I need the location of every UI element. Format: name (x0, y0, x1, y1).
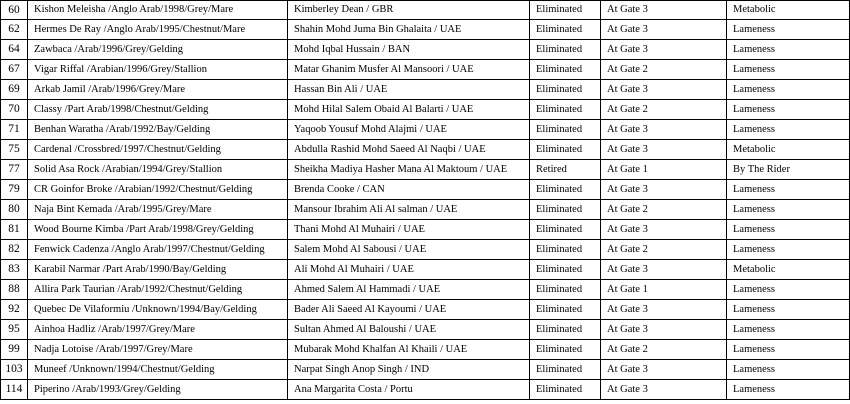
reason-cell: Lameness (727, 320, 850, 340)
entry-number-cell: 80 (1, 200, 28, 220)
results-table-body (1, 1, 850, 400)
horse-cell: Piperino /Arab/1993/Grey/Gelding (28, 380, 288, 400)
gate-cell: At Gate 3 (601, 80, 727, 100)
rider-cell: Sheikha Madiya Hasher Mana Al Maktoum / UAE (288, 160, 530, 180)
gate-cell: At Gate 3 (601, 120, 727, 140)
status-cell: Eliminated (530, 360, 601, 380)
status-cell: Eliminated (530, 260, 601, 280)
reason-cell: Lameness (727, 20, 850, 40)
status-cell: Eliminated (530, 100, 601, 120)
horse-cell: Allira Park Taurian /Arab/1992/Chestnut/Gelding (28, 280, 288, 300)
gate-cell: At Gate 2 (601, 60, 727, 80)
entry-number-cell: 69 (1, 80, 28, 100)
entry-number-cell: 99 (1, 340, 28, 360)
table-row (1, 220, 850, 240)
rider-cell: Mansour Ibrahim Ali Al salman / UAE (288, 200, 530, 220)
status-cell: Eliminated (530, 300, 601, 320)
gate-cell: At Gate 3 (601, 320, 727, 340)
gate-cell: At Gate 3 (601, 1, 727, 20)
horse-cell: Karabil Narmar /Part Arab/1990/Bay/Gelding (28, 260, 288, 280)
gate-cell: At Gate 2 (601, 240, 727, 260)
horse-cell: Solid Asa Rock /Arabian/1994/Grey/Stallion (28, 160, 288, 180)
rider-cell: Bader Ali Saeed Al Kayoumi / UAE (288, 300, 530, 320)
entry-number-cell: 103 (1, 360, 28, 380)
table-row (1, 280, 850, 300)
horse-cell: Classy /Part Arab/1998/Chestnut/Gelding (28, 100, 288, 120)
entry-number-cell: 64 (1, 40, 28, 60)
gate-cell: At Gate 2 (601, 340, 727, 360)
status-cell: Eliminated (530, 340, 601, 360)
entry-number-cell: 92 (1, 300, 28, 320)
rider-cell: Hassan Bin Ali / UAE (288, 80, 530, 100)
horse-cell: Kishon Meleisha /Anglo Arab/1998/Grey/Mare (28, 1, 288, 20)
rider-cell: Ana Margarita Costa / Portu (288, 380, 530, 400)
reason-cell: Lameness (727, 200, 850, 220)
table-row (1, 380, 850, 400)
rider-cell: Thani Mohd Al Muhairi / UAE (288, 220, 530, 240)
rider-cell: Ali Mohd Al Muhairi / UAE (288, 260, 530, 280)
rider-cell: Brenda Cooke / CAN (288, 180, 530, 200)
status-cell: Eliminated (530, 380, 601, 400)
status-cell: Eliminated (530, 40, 601, 60)
gate-cell: At Gate 3 (601, 140, 727, 160)
horse-cell: Naja Bint Kemada /Arab/1995/Grey/Mare (28, 200, 288, 220)
rider-cell: Matar Ghanim Musfer Al Mansoori / UAE (288, 60, 530, 80)
gate-cell: At Gate 2 (601, 100, 727, 120)
table-row (1, 180, 850, 200)
gate-cell: At Gate 3 (601, 260, 727, 280)
rider-cell: Sultan Ahmed Al Baloushi / UAE (288, 320, 530, 340)
table-row (1, 120, 850, 140)
gate-cell: At Gate 3 (601, 360, 727, 380)
status-cell: Eliminated (530, 140, 601, 160)
status-cell: Eliminated (530, 120, 601, 140)
table-row (1, 300, 850, 320)
gate-cell: At Gate 3 (601, 300, 727, 320)
table-row (1, 160, 850, 180)
gate-cell: At Gate 2 (601, 200, 727, 220)
reason-cell: Lameness (727, 340, 850, 360)
reason-cell: Lameness (727, 280, 850, 300)
entry-number-cell: 79 (1, 180, 28, 200)
horse-cell: Ainhoa Hadliz /Arab/1997/Grey/Mare (28, 320, 288, 340)
rider-cell: Abdulla Rashid Mohd Saeed Al Naqbi / UAE (288, 140, 530, 160)
gate-cell: At Gate 3 (601, 180, 727, 200)
reason-cell: Lameness (727, 180, 850, 200)
entry-number-cell: 83 (1, 260, 28, 280)
entry-number-cell: 60 (1, 1, 28, 20)
status-cell: Eliminated (530, 60, 601, 80)
rider-cell: Narpat Singh Anop Singh / IND (288, 360, 530, 380)
table-row (1, 140, 850, 160)
horse-cell: Zawbaca /Arab/1996/Grey/Gelding (28, 40, 288, 60)
reason-cell: Metabolic (727, 140, 850, 160)
horse-cell: Hermes De Ray /Anglo Arab/1995/Chestnut/Mare (28, 20, 288, 40)
reason-cell: Lameness (727, 80, 850, 100)
table-row (1, 200, 850, 220)
table-row (1, 360, 850, 380)
reason-cell: Lameness (727, 220, 850, 240)
rider-cell: Shahin Mohd Juma Bin Ghalaita / UAE (288, 20, 530, 40)
entry-number-cell: 95 (1, 320, 28, 340)
entry-number-cell: 88 (1, 280, 28, 300)
reason-cell: Lameness (727, 120, 850, 140)
reason-cell: Metabolic (727, 260, 850, 280)
table-row (1, 100, 850, 120)
status-cell: Eliminated (530, 320, 601, 340)
status-cell: Eliminated (530, 280, 601, 300)
entry-number-cell: 82 (1, 240, 28, 260)
reason-cell: Lameness (727, 300, 850, 320)
horse-cell: Nadja Lotoise /Arab/1997/Grey/Mare (28, 340, 288, 360)
horse-cell: CR Goinfor Broke /Arabian/1992/Chestnut/Gelding (28, 180, 288, 200)
entry-number-cell: 81 (1, 220, 28, 240)
reason-cell: Lameness (727, 360, 850, 380)
entry-number-cell: 70 (1, 100, 28, 120)
status-cell: Retired (530, 160, 601, 180)
reason-cell: Lameness (727, 40, 850, 60)
entry-number-cell: 77 (1, 160, 28, 180)
rider-cell: Kimberley Dean / GBR (288, 1, 530, 20)
rider-cell: Yaqoob Yousuf Mohd Alajmi / UAE (288, 120, 530, 140)
gate-cell: At Gate 3 (601, 20, 727, 40)
entry-number-cell: 114 (1, 380, 28, 400)
table-row (1, 40, 850, 60)
reason-cell: Lameness (727, 60, 850, 80)
status-cell: Eliminated (530, 240, 601, 260)
gate-cell: At Gate 1 (601, 160, 727, 180)
status-cell: Eliminated (530, 180, 601, 200)
table-row (1, 240, 850, 260)
rider-cell: Salem Mohd Al Sabousi / UAE (288, 240, 530, 260)
status-cell: Eliminated (530, 220, 601, 240)
gate-cell: At Gate 1 (601, 280, 727, 300)
entry-number-cell: 62 (1, 20, 28, 40)
gate-cell: At Gate 3 (601, 220, 727, 240)
table-row (1, 1, 850, 20)
table-row (1, 80, 850, 100)
table-row (1, 340, 850, 360)
rider-cell: Ahmed Salem Al Hammadi / UAE (288, 280, 530, 300)
rider-cell: Mubarak Mohd Khalfan Al Khaili / UAE (288, 340, 530, 360)
reason-cell: Lameness (727, 240, 850, 260)
entry-number-cell: 67 (1, 60, 28, 80)
table-row (1, 260, 850, 280)
horse-cell: Vigar Riffal /Arabian/1996/Grey/Stallion (28, 60, 288, 80)
rider-cell: Mohd Iqbal Hussain / BAN (288, 40, 530, 60)
entry-number-cell: 71 (1, 120, 28, 140)
table-row (1, 320, 850, 340)
horse-cell: Muneef /Unknown/1994/Chestnut/Gelding (28, 360, 288, 380)
horse-cell: Cardenal /Crossbred/1997/Chestnut/Gelding (28, 140, 288, 160)
horse-cell: Benhan Waratha /Arab/1992/Bay/Gelding (28, 120, 288, 140)
reason-cell: Metabolic (727, 1, 850, 20)
table-row (1, 20, 850, 40)
status-cell: Eliminated (530, 200, 601, 220)
reason-cell: Lameness (727, 380, 850, 400)
horse-cell: Wood Bourne Kimba /Part Arab/1998/Grey/Gelding (28, 220, 288, 240)
status-cell: Eliminated (530, 80, 601, 100)
gate-cell: At Gate 3 (601, 380, 727, 400)
reason-cell: By The Rider (727, 160, 850, 180)
table-row (1, 60, 850, 80)
horse-cell: Quebec De Vilaformiu /Unknown/1994/Bay/Gelding (28, 300, 288, 320)
status-cell: Eliminated (530, 1, 601, 20)
rider-cell: Mohd Hilal Salem Obaid Al Balarti / UAE (288, 100, 530, 120)
reason-cell: Lameness (727, 100, 850, 120)
horse-cell: Arkab Jamil /Arab/1996/Grey/Mare (28, 80, 288, 100)
status-cell: Eliminated (530, 20, 601, 40)
gate-cell: At Gate 3 (601, 40, 727, 60)
entry-number-cell: 75 (1, 140, 28, 160)
horse-cell: Fenwick Cadenza /Anglo Arab/1997/Chestnut/Gelding (28, 240, 288, 260)
